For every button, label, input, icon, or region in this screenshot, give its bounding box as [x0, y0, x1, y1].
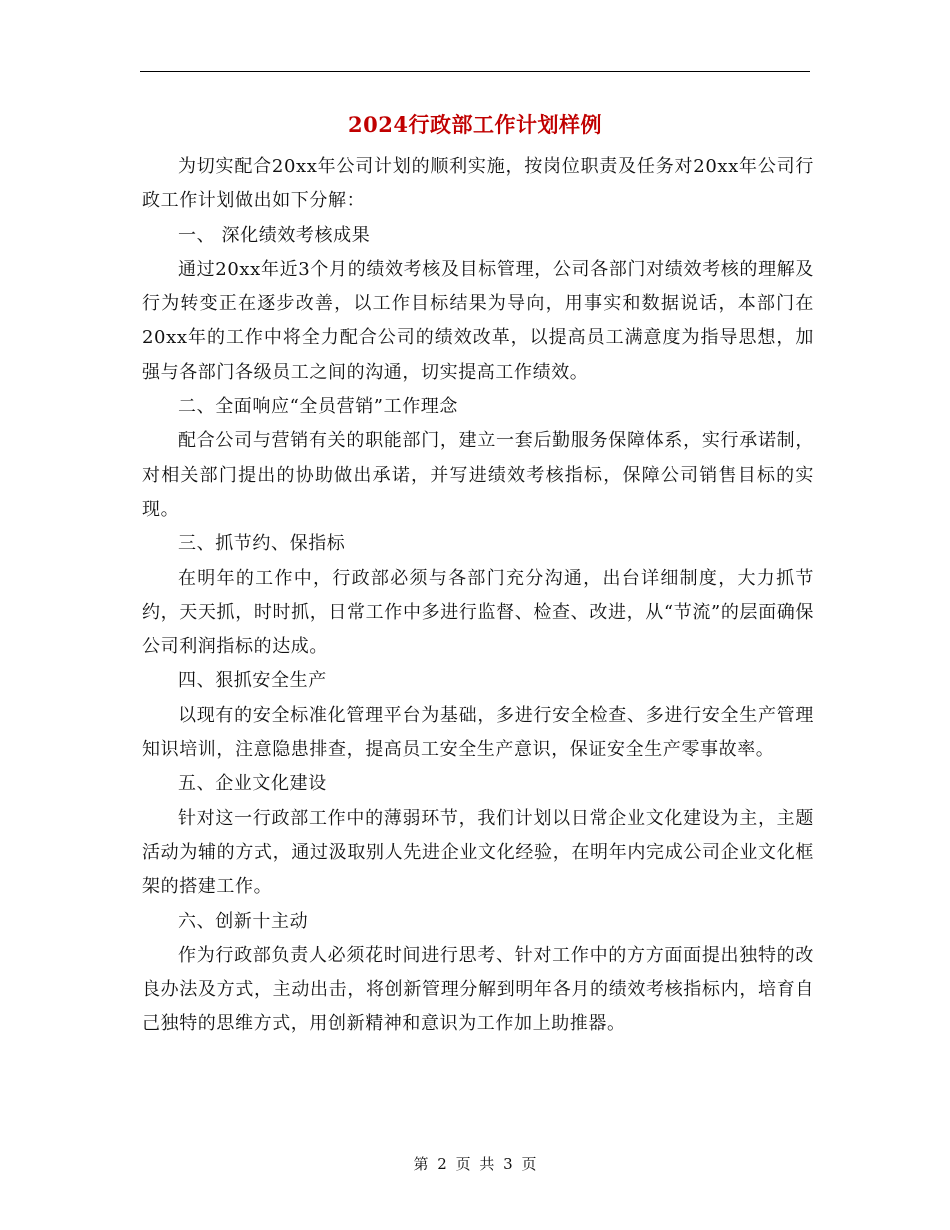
intro-paragraph: 为切实配合20xx年公司计划的顺利实施，按岗位职责及任务对20xx年公司行政工作计划做出如下分解：: [142, 156, 814, 212]
section-body-2: 配合公司与营销有关的职能部门，建立一套后勤服务保障体系，实行承诺制，对相关部门提出的协助做出承诺，并写进绩效考核指标，保障公司销售目标的实现。: [142, 430, 814, 520]
section-heading-4: 四、狠抓安全生产: [178, 670, 327, 692]
section-body-4: 以现有的安全标准化管理平台为基础，多进行安全检查、多进行安全生产管理知识培训，注意隐患排查，提高员工安全生产意识，保证安全生产零事故率。: [142, 704, 814, 761]
section-body-1: 通过20xx年近3个月的绩效考核及目标管理，公司各部门对绩效考核的理解及行为转变正在逐步改善，以工作目标结果为导向，用事实和数据说话，本部门在20xx年的工作中将全力配合公司的绩效改革，以提高员工满意度为指导思想，加强与各部门各级员工之间的沟通，切实提高工作绩效。: [142, 258, 814, 383]
header-rule: [140, 71, 810, 72]
document-title: 2024行政部工作计划样例: [348, 112, 602, 137]
section-heading-3: 三、抓节约、保指标: [178, 533, 346, 555]
section-body-5: 针对这一行政部工作中的薄弱环节，我们计划以日常企业文化建设为主，主题活动为辅的方式，通过汲取别人先进企业文化经验，在明年内完成公司企业文化框架的搭建工作。: [142, 807, 814, 898]
page-number-footer: 第 2 页 共 3 页: [413, 1155, 537, 1173]
section-heading-1: 一、 深化绩效考核成果: [178, 224, 371, 246]
section-body-6: 作为行政部负责人必须花时间进行思考、针对工作中的方方面面提出独特的改良办法及方式，主动出击，将创新管理分解到明年各月的绩效考核指标内，培育自己独特的思维方式，用创新精神和意识为工作加上助推器。: [142, 944, 814, 1035]
section-heading-6: 六、创新十主动: [178, 910, 309, 932]
document-body: [142, 150, 814, 1042]
section-heading-2: 二、全面响应“全员营销”工作理念: [178, 396, 459, 418]
section-body-3: 在明年的工作中，行政部必须与各部门充分沟通，出台详细制度，大力抓节约，天天抓，时时抓，日常工作中多进行监督、检查、改进，从“节流”的层面确保公司利润指标的达成。: [142, 567, 814, 658]
section-heading-5: 五、企业文化建设: [178, 773, 327, 795]
